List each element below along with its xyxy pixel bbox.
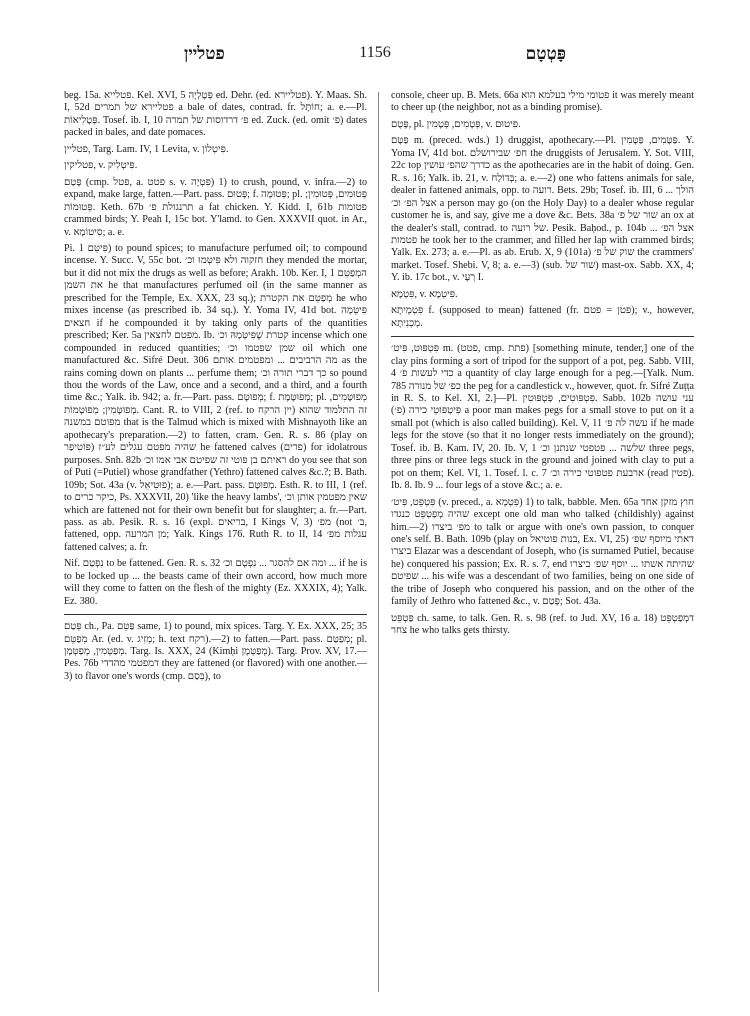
entry-paragraph: פִּטְמָא, v. פִּיטְמָא. [391, 288, 458, 300]
entry-paragraph: פִּטְפּוּט, פִּיט׳ m. (פטט, cmp. פתת) [something minute, tender,] one of the clay pins forming a sort of tripod for the support of a pot, peg. Sabb. VIII, 4 כדי לעשות פ׳ a quantity of clay large enough for a peg.—[Yalk. Num. 785 כפ׳ של מנורה the peg for a candlestick v., however, quot. fr. Sifré Zuṭṭa in R. S. to Kel. XI, 2.]—Pl. פִּטְפּוּטִים, פְּטְפּוּטִין. Sabb. 102b עני עושה פִּיטְפּוּטֵי כירה (פ׳) a poor man makes pegs for a small stove to put on it a small pot (which is also called building). Kel. V, 11 עשה לה פ׳ if he made legs for the stove (so that it no longer rests immediately on the ground); Tosef. ib. B. Kam. IV, 20. Ib. V, 1 שלשה ... פטפטי שנתנן וכ׳ three pegs, three pins or three legs stuck in the ground and joined with clay to put a pot on them; Kel. VI, 1. Tosef. l. c. 7 ארבעת פטפוטי כירה וכ׳ (read פטין). Ib. 8. Ib. 9 ... four legs of a stove &c.; a. e. [391, 343, 695, 492]
running-head-left: פטליין [184, 44, 225, 63]
page-header [64, 44, 686, 70]
right-column [391, 90, 694, 642]
running-head-right: פָּטְטָם [525, 44, 566, 63]
entry-paragraph: beg. 15a. פטלייא. Kel. XVI, 5 פְּטָלְיָה ed. Dehr. (ed. פטליירא). Y. Maas. Sh. I, 52d פטליירא של תמרים a bale of dates, contrad. fr. חוֹתָל; a. e.—Pl. פְּטָלִיאוֹת. Tosef. ib. I, 10 פ׳ דרדוסות של תמרה ed. Zuck. (ed. omit פ׳) dates packed in bales, and date pomaces. [64, 90, 368, 139]
left-column [64, 90, 367, 687]
entry-paragraph: פָּטַם (cmp. פטל, a. פטט s. v. פִּטְיָה) 1) to crush, pound, v. infra.—2) to expand, make large, fatten.—Part. pass. פָּטוּם; f. פְּטוּמָה; pl. פְּטוּמִים, פְּטוּמִין; פְּטוּמוֹת. Keth. 67b תרנגולת פ׳ a fat chicken. Y. Kidd. I, 61b פטומות crammed birds; Y. Peah I, 15c bot. Y'lamd. to Gen. XXXVII quot. in Ar., v. סִיטוֹמָא; a. e. [64, 176, 368, 238]
entry-paragraph: פִּטְמָיתָא f. (supposed to mean) fattened (fr. פטן = פטם); v., however, מְכְנִיתָא. [391, 305, 694, 329]
entry-paragraph: פַּטְפֵּט ch. same, to talk. Gen. R. s. 98 (ref. to Jud. XV, 16 a. 18) דמְפַטְפֵּט צחר he who talks gets thirsty. [391, 612, 694, 637]
column-divider [378, 92, 379, 992]
entry-paragraph: פטליין, Targ. Lam. IV, 1 Levita, v. פִּיטְלוֹן. [64, 143, 229, 155]
entry-paragraph: פְּטַם ch., Pa. פַּטֵּם same, 1) to pound, mix spices. Targ. Y. Ex. XXX, 25; 35 מְפַטֵּם Ar. (ed. v. מְזִיג; h. text רקח).—2) to fatten.—Part. pass. מְפַטַּם; pl. מְפַטְּמִין, מְפַטְּמָן. Targ. Is. XXX, 24 (Kimḥi מְפַטְּמָן). Targ. Prov. XV, 17.—Pes. 76b דמפטמי מהדדי they are fattened (or flavored) with one another.—3) to flavor one's words (cmp. בְּסַם), to [64, 621, 368, 682]
entry-paragraph: פֶּטֶם, pl. פְּטָמִים, פְּטָמִין, v. פִּיטוּם. [391, 118, 521, 130]
page-number: 1156 [359, 44, 391, 61]
entry-paragraph: Nif. נִפְטַם to be fattened. Gen. R. s. 32 ומה אם להסגר ... נִפְטָם וכ׳ ... if he is to be locked up ... the beasts came of their own accord, how much more will they come to fatten on the flesh of the mighty (Ez. XXXIX, 4); Yalk. Ez. 380. [64, 558, 367, 607]
entry-paragraph: console, cheer up. B. Mets. 66a פטומי מילי בעלמא הוא it was merely meant to cheer up (the neighbor, not as a binding promise). [391, 90, 694, 114]
entry-paragraph: פִּטְפֵּט, פִּיט׳ (v. preced., a. פִּטְמָא) 1) to talk, babble. Men. 65a חוץ מזקן אחד שהיה מְפַטְפֵּט כנגדו except one old man who talked (childishly) against him.—2) מפ׳ ביצרו to talk or argue with one's own passion, to conquer one's self. B. Bath. 109b (play on בנות פוטיאל, Ex. VI, 25) דאתי מיוסף שפ׳ ביצרו Elazar was a descendant of Joseph, who (is surnamed Putiel, because he) conquered his passion; Ex. R. s. 7, end שהיתה אשתו ... יוסף שפ׳ ביצרו ... שפיטם his wife was a descendant of two families, being on one side of the tribe of Joseph who conquered his passion, and on the other of the family of Jethro who fattened &c., v. פָּטַם; Sot. 43a. [391, 496, 694, 608]
entry-separator [64, 614, 367, 615]
entry-paragraph: פטליקין, v. פִּיטְלִיק. [64, 160, 138, 172]
entry-paragraph: פַּטָּם m. (preced. wds.) 1) druggist, apothecary.—Pl. פַּטָּמִים, פַּטָּמִין. Y. Yoma IV, 41d bot. חפ׳ שבירושלם the druggists of Jerusalem. Y. Sot. VIII, 22c top כדרך שהפ׳ עושין as the apothecaries are in the habit of doing. Gen. R. s. 16; Yalk. ib. 21, v. בְּדוֹלַח; a. e.—2) one who fattens animals for sale, dealer in fattened animals, opp. to רועה. Bets. 29b; Tosef. ib. III, 6 הולך ... אצל הפ׳ וכ׳ a person may go (on the Holy Day) to a dealer whose regular customer he is, and say, give me a dove &c. Bets. 38a שור של פ׳ an ox at the dealer's stall, contrad. to של רועה. Pesik. Baḥod., p. 104b אצל הפ׳ ... פטמות he took her to the crammer, and filled her lap with crammed birds; Yalk. Ex. 273; a. e.—Pl. as ab. Erub. X, 9 (101a) שוק של פ׳ the crammers' market. Tosef. Shebi. V, 8; a. e.—3) (sub. שור של) mast-ox. Sabb. XX, 4; Y. ib. 17c bot., v. רְעָי I. [391, 135, 695, 284]
entry-separator [391, 336, 694, 337]
entry-paragraph: Pi. פִּיטֵּם 1) to pound spices; to manufacture perfumed oil; to compound incense. Y. Succ. V, 55c bot. חזקוה ולא פִּיטְּמוּ וכ׳ they mended the mortar, but it did not mix the drugs as well as before; Arakh. 10b. Ker. I, 1 המְפַטֵּם את השמן he that manufactures perfumed oil (in the same manner as prescribed for the Temple, Ex. XXX, 23 sq.); מְפַטֵּם את הקטרת he who mixes incense (as prescribed ib. 34 sq.). Y. Yoma IV, 41d bot. פִּיטְּמָה חצאים if he compounded it by taking only parts of the quantities prescribed; Ker. 5a מפטם לחצאין. Ib. קטרת שֶׁפִּיטְּמָהּ וכ׳ incense which one compounded in reduced quantities; שמן שפטמו וכ׳ oil which one manufactured &c. Sifré Deut. 306 מה הרביבים ... ומפטמים אותם as the rains coming down on plants ... perfume them; כך דברי תורה וכ׳ so pound thou the words of the Law, once and a second, and a third, and a fourth time &c.; Yalk. ib. 942; a. fr.—Part. pass. מְפוּטָּם; f. מְפוּטֶּמֶת; pl. מְפוּטָּמִים, מְפוּטָּמִין; מְפוּטָּמוֹת. Cant. R. to VIII, 2 (ref. to יין הרקח) זה התלמוד שהוא מפוטם במשנה that is the Talmud which is mixed with Mishnayoth like an apothecary's preparation.—2) to fatten, cram. Gen. R. s. 86 (play on פּוֹטִיפַר) שהיה מפטם עגלים לע״ז he fattened calves (פרים) for idolatrous purposes. Snh. 82b ראיתם בן פוטי זה שפיטם אבי אמו וכ׳ do you see that son of Puti (=Putiel) whose grandfather (Yethro) fattened calves &c.?; B. Bath. 109b; Sot. 43a (v. פוּטִיאֵל); a. e.—Part. pass. מְפוּטָּם. Esth. R. to III, 1 (ref. to כיקר כרים, Ps. XXXVII, 20) 'like the heavy lambs', שאין מפטמין אותן וכ׳ which are fattened not for their own benefit but for slaughter; a. fr.—Part. pass. as ab. Pesik. R. s. 16 (expl. בריאים, I Kings V, 3) מפ׳ (not ב׳, fattened, opp. מן המרעה; Yalk. Kings 176. Ruth R. to II, 14 עגלות מפ׳ fattened calves; a. fr. [64, 242, 368, 553]
